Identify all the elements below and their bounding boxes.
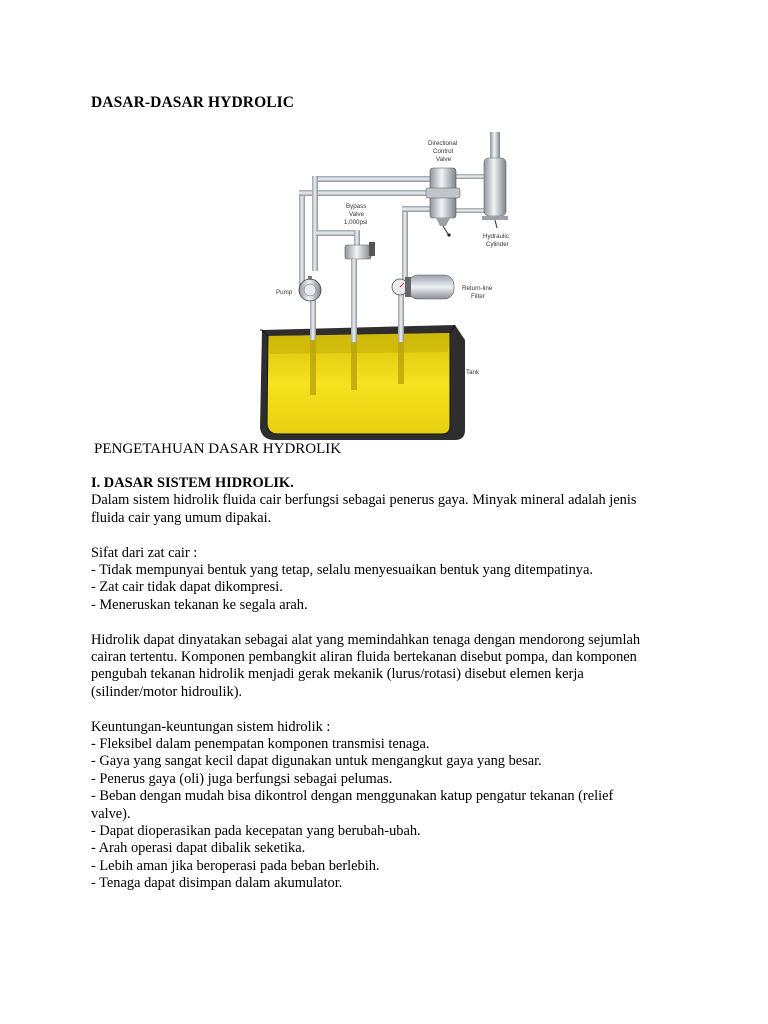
paragraph-gap [91,701,691,718]
keuntungan-item: - Gaya yang sangat kecil dapat digunakan untuk mengangkut gaya yang besar. [91,753,542,770]
keuntungan-title: Keuntungan-keuntungan sistem hidrolik : [91,718,331,735]
hidrolik-line: pengubah tekanan hidrolik menjadi gerak mekanik (lurus/rotasi) disebut elemen kerja [91,666,584,683]
keuntungan-item: - Tenaga dapat disimpan dalam akumulator. [91,875,343,892]
sifat-item: - Meneruskan tekanan ke segala arah. [91,596,308,613]
keuntungan-item: - Fleksibel dalam penempatan komponen transmisi tenaga. [91,736,430,753]
intro-line: Dalam sistem hidrolik fluida cair berfungsi sebagai penerus gaya. Minyak mineral adalah jenis [91,492,637,509]
label-pump: Pump [276,289,293,296]
document-subtitle: PENGETAHUAN DASAR HYDROLIK [94,441,342,457]
sifat-title: Sifat dari zat cair : [91,544,198,561]
keuntungan-item: - Beban dengan mudah bisa dikontrol dengan menggunakan katup pengatur tekanan (relief [91,788,614,805]
keuntungan-item: - Dapat dioperasikan pada kecepatan yang berubah-ubah. [91,823,421,840]
piping [299,174,495,288]
bypass-valve [345,242,375,267]
hidrolik-line: Hidrolik dapat dinyatakan sebagai alat yang memindahkan tenaga dengan mendorong sejumlah [91,631,641,648]
sifat-item: - Tidak mempunyai bentuk yang tetap, selalu menyesuaikan bentuk yang ditempatinya. [91,562,593,579]
label-tank: Tank [466,369,480,376]
label-directional-control-valve: Directional Control Valve [428,140,458,163]
sifat-item: - Zat cair tidak dapat dikompresi. [91,579,283,596]
section-heading: I. DASAR SISTEM HIDROLIK. [91,475,294,491]
intro-line: fluida cair yang umum dipakai. [91,509,272,526]
keuntungan-item: - Arah operasi dapat dibalik seketika. [91,840,306,857]
hydraulic-cylinder [482,132,508,228]
paragraph-gap [91,527,691,544]
keuntungan-item: - Lebih aman jika beroperasi pada beban berlebih. [91,857,380,874]
tank [260,325,465,440]
hydraulic-system-diagram [250,130,520,445]
document-body [91,475,691,893]
hidrolik-line: (silinder/motor hidroulik). [91,683,243,700]
label-hydraulic-cylinder: Hydraulic Cylinder [483,233,509,248]
document-title: DASAR-DASAR HYDROLIC [91,94,295,111]
hidrolik-line: cairan tertentu. Komponen pembangkit aliran fluida bertekanan disebut pompa, dan komponen [91,649,637,666]
directional-control-valve [426,168,460,237]
label-bypass-valve: Bypass Valve 1,000psi [344,203,368,226]
paragraph-gap [91,614,691,631]
label-return-line-filter: Return-line Filter [462,285,493,300]
keuntungan-item: - Penerus gaya (oli) juga berfungsi sebagai pelumas. [91,770,393,787]
keuntungan-item: valve). [91,805,131,822]
